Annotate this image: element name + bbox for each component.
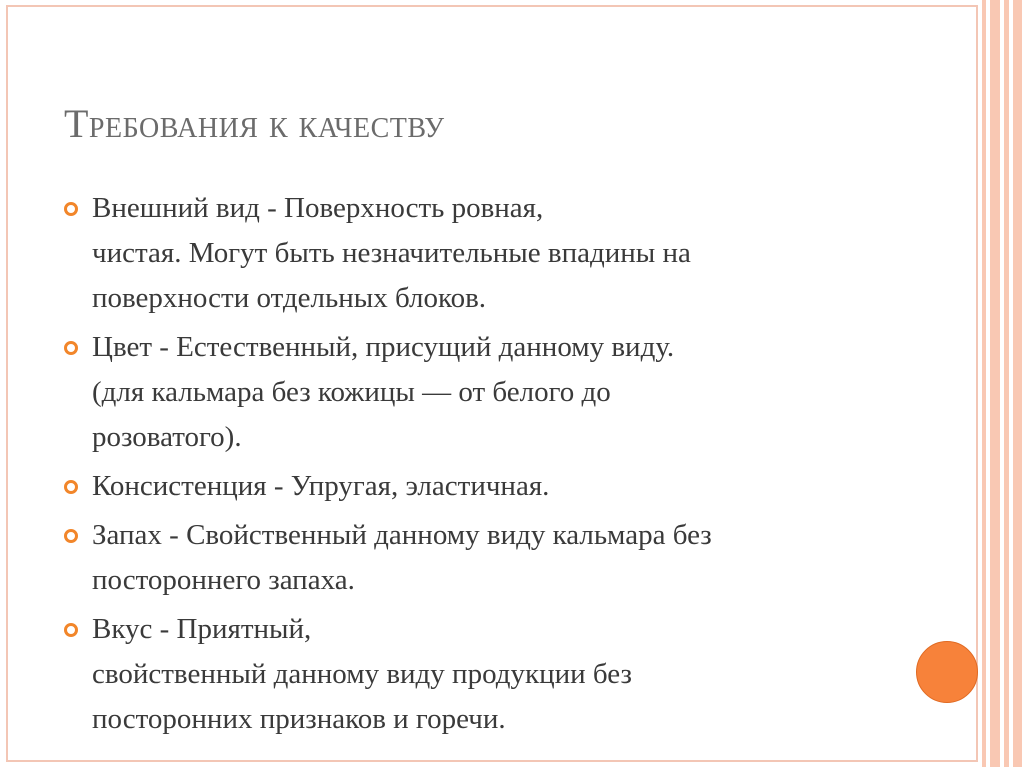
list-item xyxy=(64,325,944,460)
bullet-ring-icon xyxy=(64,341,78,355)
decorative-stripes xyxy=(978,0,1024,767)
stripe xyxy=(982,0,986,767)
list-item-line: постороннего запаха. xyxy=(92,564,355,596)
stripe xyxy=(1013,0,1022,767)
list-item xyxy=(64,607,944,742)
list-item xyxy=(64,186,944,321)
list-item-line: Запах - Свойственный данному виду кальмара без xyxy=(92,519,712,551)
slide-title: Требования к качеству xyxy=(64,101,445,146)
bullet-ring-icon xyxy=(64,480,78,494)
list-item-line: чистая. Могут быть незначительные впадины на xyxy=(92,237,691,269)
list-item-line: Внешний вид - Поверхность ровная, xyxy=(92,192,544,224)
list-item-line: Консистенция - Упругая, эластичная. xyxy=(92,470,550,502)
stripe xyxy=(1004,0,1009,767)
list-item-line: Вкус - Приятный, xyxy=(92,613,312,645)
list-item-line: Цвет - Естественный, присущий данному виду. xyxy=(92,331,675,363)
bullet-ring-icon xyxy=(64,202,78,216)
decorative-circle xyxy=(916,641,978,703)
list-item xyxy=(64,464,944,509)
list-item-line: посторонних признаков и горечи. xyxy=(92,703,506,735)
list-item-line: свойственный данному виду продукции без xyxy=(92,658,632,690)
list-item-line: (для кальмара без кожицы — от белого до xyxy=(92,376,611,408)
stripe xyxy=(990,0,1000,767)
bullet-ring-icon xyxy=(64,529,78,543)
list-item xyxy=(64,513,944,603)
list-item-line: поверхности отдельных блоков. xyxy=(92,282,487,314)
bullet-list xyxy=(64,186,944,746)
list-item-line: розоватого). xyxy=(92,421,242,453)
bullet-ring-icon xyxy=(64,623,78,637)
